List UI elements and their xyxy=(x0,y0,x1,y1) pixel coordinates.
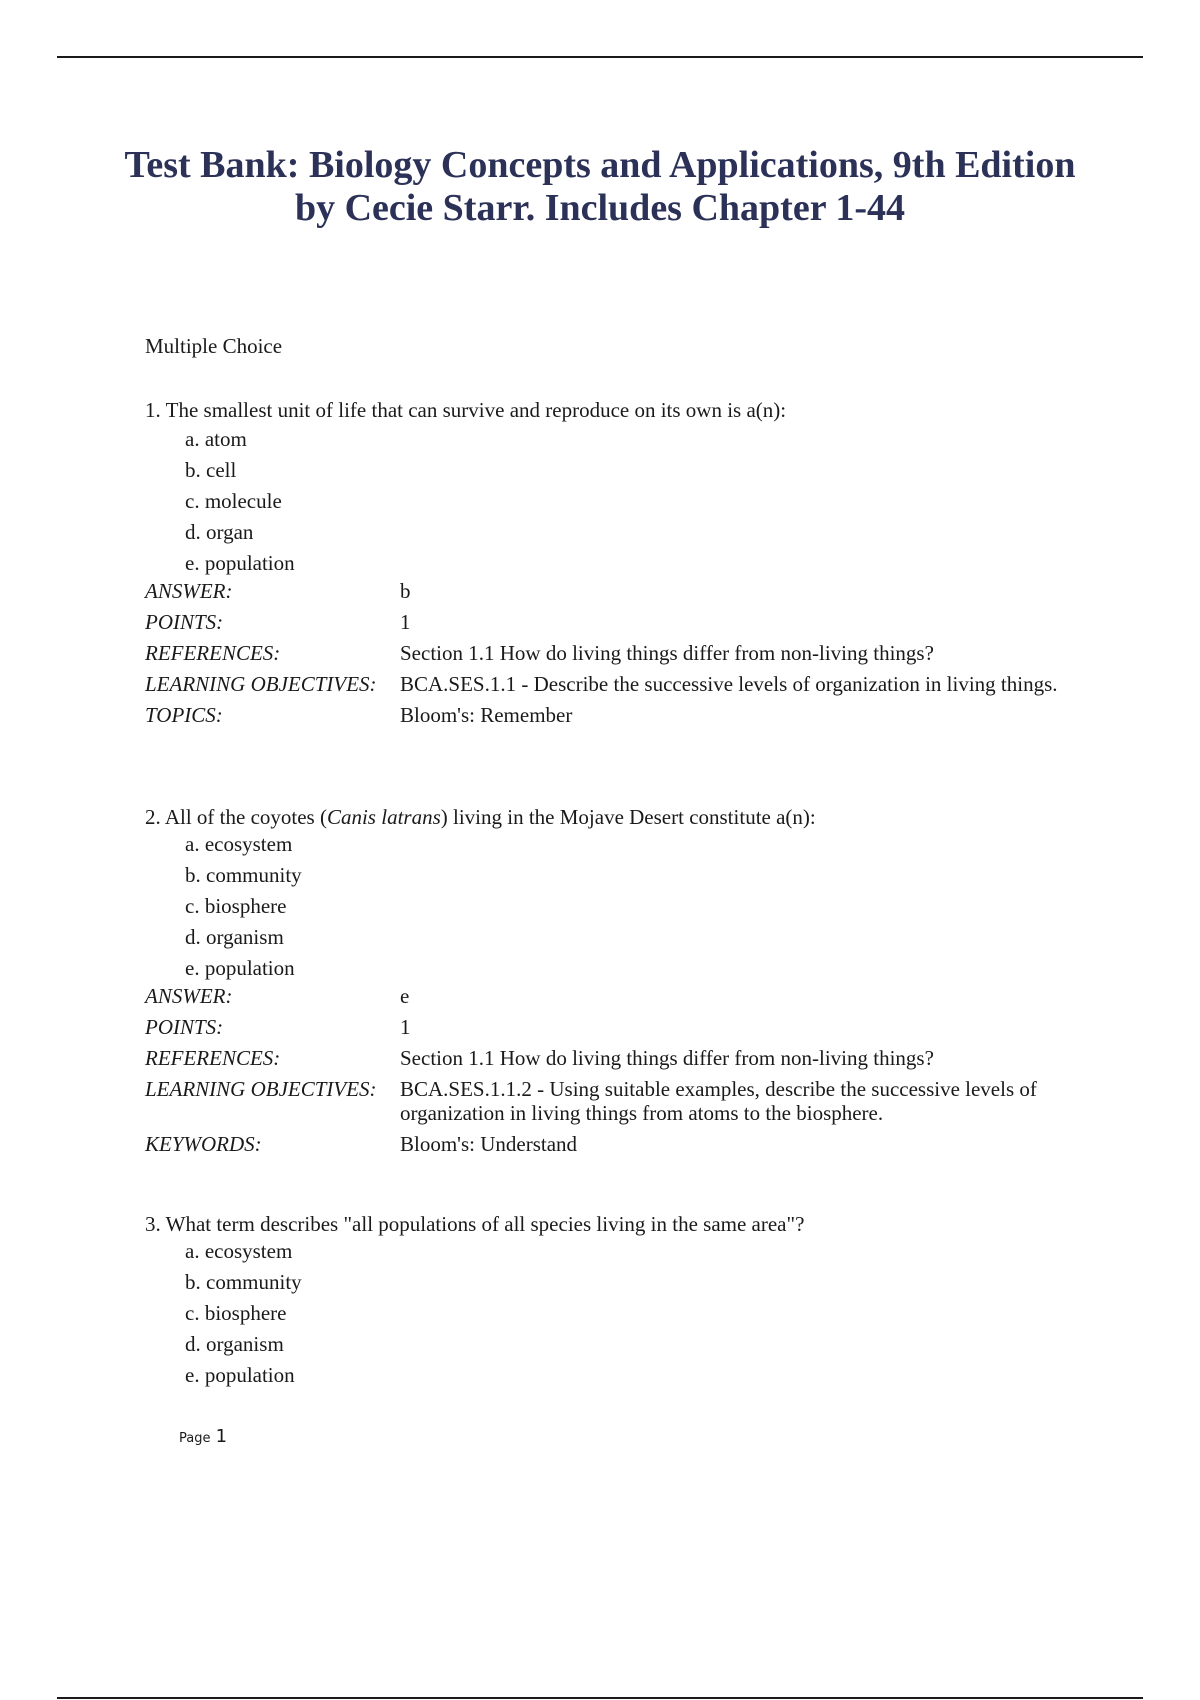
meta-key: POINTS: xyxy=(145,610,224,634)
page-label: Page xyxy=(179,1431,211,1446)
meta-row xyxy=(145,641,1085,665)
choice-e: e. population xyxy=(185,551,295,575)
choice-a: a. atom xyxy=(185,427,247,451)
species-name: Canis latrans xyxy=(326,805,441,829)
choice-c: c. biosphere xyxy=(185,894,287,918)
meta-value: Section 1.1 How do living things differ from non-living things? xyxy=(400,641,934,665)
meta-value: 1 xyxy=(400,610,411,634)
meta-value: BCA.SES.1.1 - Describe the successive levels of organization in living things. xyxy=(400,672,1058,696)
meta-row xyxy=(145,579,1085,603)
bottom-rule xyxy=(57,1697,1143,1699)
meta-row xyxy=(145,1015,1085,1039)
choice-e: e. population xyxy=(185,956,295,980)
meta-key: POINTS: xyxy=(145,1015,224,1039)
choice-d: d. organism xyxy=(185,1332,284,1356)
question-1 xyxy=(145,398,1085,734)
stem-text-after: ) living in the Mojave Desert constitute a(n): xyxy=(440,805,816,829)
choice-b: b. cell xyxy=(185,458,237,482)
meta-key: REFERENCES: xyxy=(145,641,281,665)
choice-a: a. ecosystem xyxy=(185,832,293,856)
choice-a: a. ecosystem xyxy=(185,1239,293,1263)
page-number xyxy=(179,1426,227,1447)
meta-row xyxy=(145,610,1085,634)
choice-c: c. biosphere xyxy=(185,1301,287,1325)
choice-c: c. molecule xyxy=(185,489,282,513)
meta-key: LEARNING OBJECTIVES: xyxy=(145,1077,377,1101)
document-title xyxy=(100,144,1100,230)
meta-row xyxy=(145,984,1085,1008)
meta-row xyxy=(145,1132,1085,1156)
title-line-2: by Cecie Starr. Includes Chapter 1-44 xyxy=(294,187,906,229)
stem-text-before: 2. All of the coyotes ( xyxy=(145,805,327,829)
choice-b: b. community xyxy=(185,1270,302,1294)
meta-value: Section 1.1 How do living things differ from non-living things? xyxy=(400,1046,934,1070)
question-stem xyxy=(145,805,1085,829)
meta-row xyxy=(145,1077,1085,1125)
page-number-value: 1 xyxy=(215,1426,228,1447)
meta-value: Bloom's: Understand xyxy=(400,1132,578,1156)
section-heading: Multiple Choice xyxy=(145,334,283,358)
meta-key: LEARNING OBJECTIVES: xyxy=(145,672,377,696)
meta-value: Bloom's: Remember xyxy=(400,703,573,727)
meta-row xyxy=(145,703,1085,727)
top-rule xyxy=(57,56,1143,58)
meta-value: BCA.SES.1.1.2 - Using suitable examples, describe the successive levels of organization in living things from atoms to the biosphere. xyxy=(400,1077,1037,1125)
question-stem: 3. What term describes "all populations of all species living in the same area"? xyxy=(145,1212,805,1236)
question-3 xyxy=(145,1212,1085,1391)
choice-d: d. organism xyxy=(185,925,284,949)
meta-value: b xyxy=(400,579,411,603)
title-line-1: Test Bank: Biology Concepts and Applications, 9th Edition xyxy=(124,144,1076,186)
meta-value: 1 xyxy=(400,1015,411,1039)
choice-d: d. organ xyxy=(185,520,254,544)
meta-row xyxy=(145,672,1085,696)
meta-key: REFERENCES: xyxy=(145,1046,281,1070)
meta-key: TOPICS: xyxy=(145,703,223,727)
meta-value: e xyxy=(400,984,410,1008)
question-stem: 1. The smallest unit of life that can survive and reproduce on its own is a(n): xyxy=(145,398,787,422)
question-2 xyxy=(145,805,1085,1163)
choice-e: e. population xyxy=(185,1363,295,1387)
meta-key: ANSWER: xyxy=(145,984,233,1008)
meta-row xyxy=(145,1046,1085,1070)
meta-key: ANSWER: xyxy=(145,579,233,603)
choice-b: b. community xyxy=(185,863,302,887)
meta-key: KEYWORDS: xyxy=(145,1132,262,1156)
